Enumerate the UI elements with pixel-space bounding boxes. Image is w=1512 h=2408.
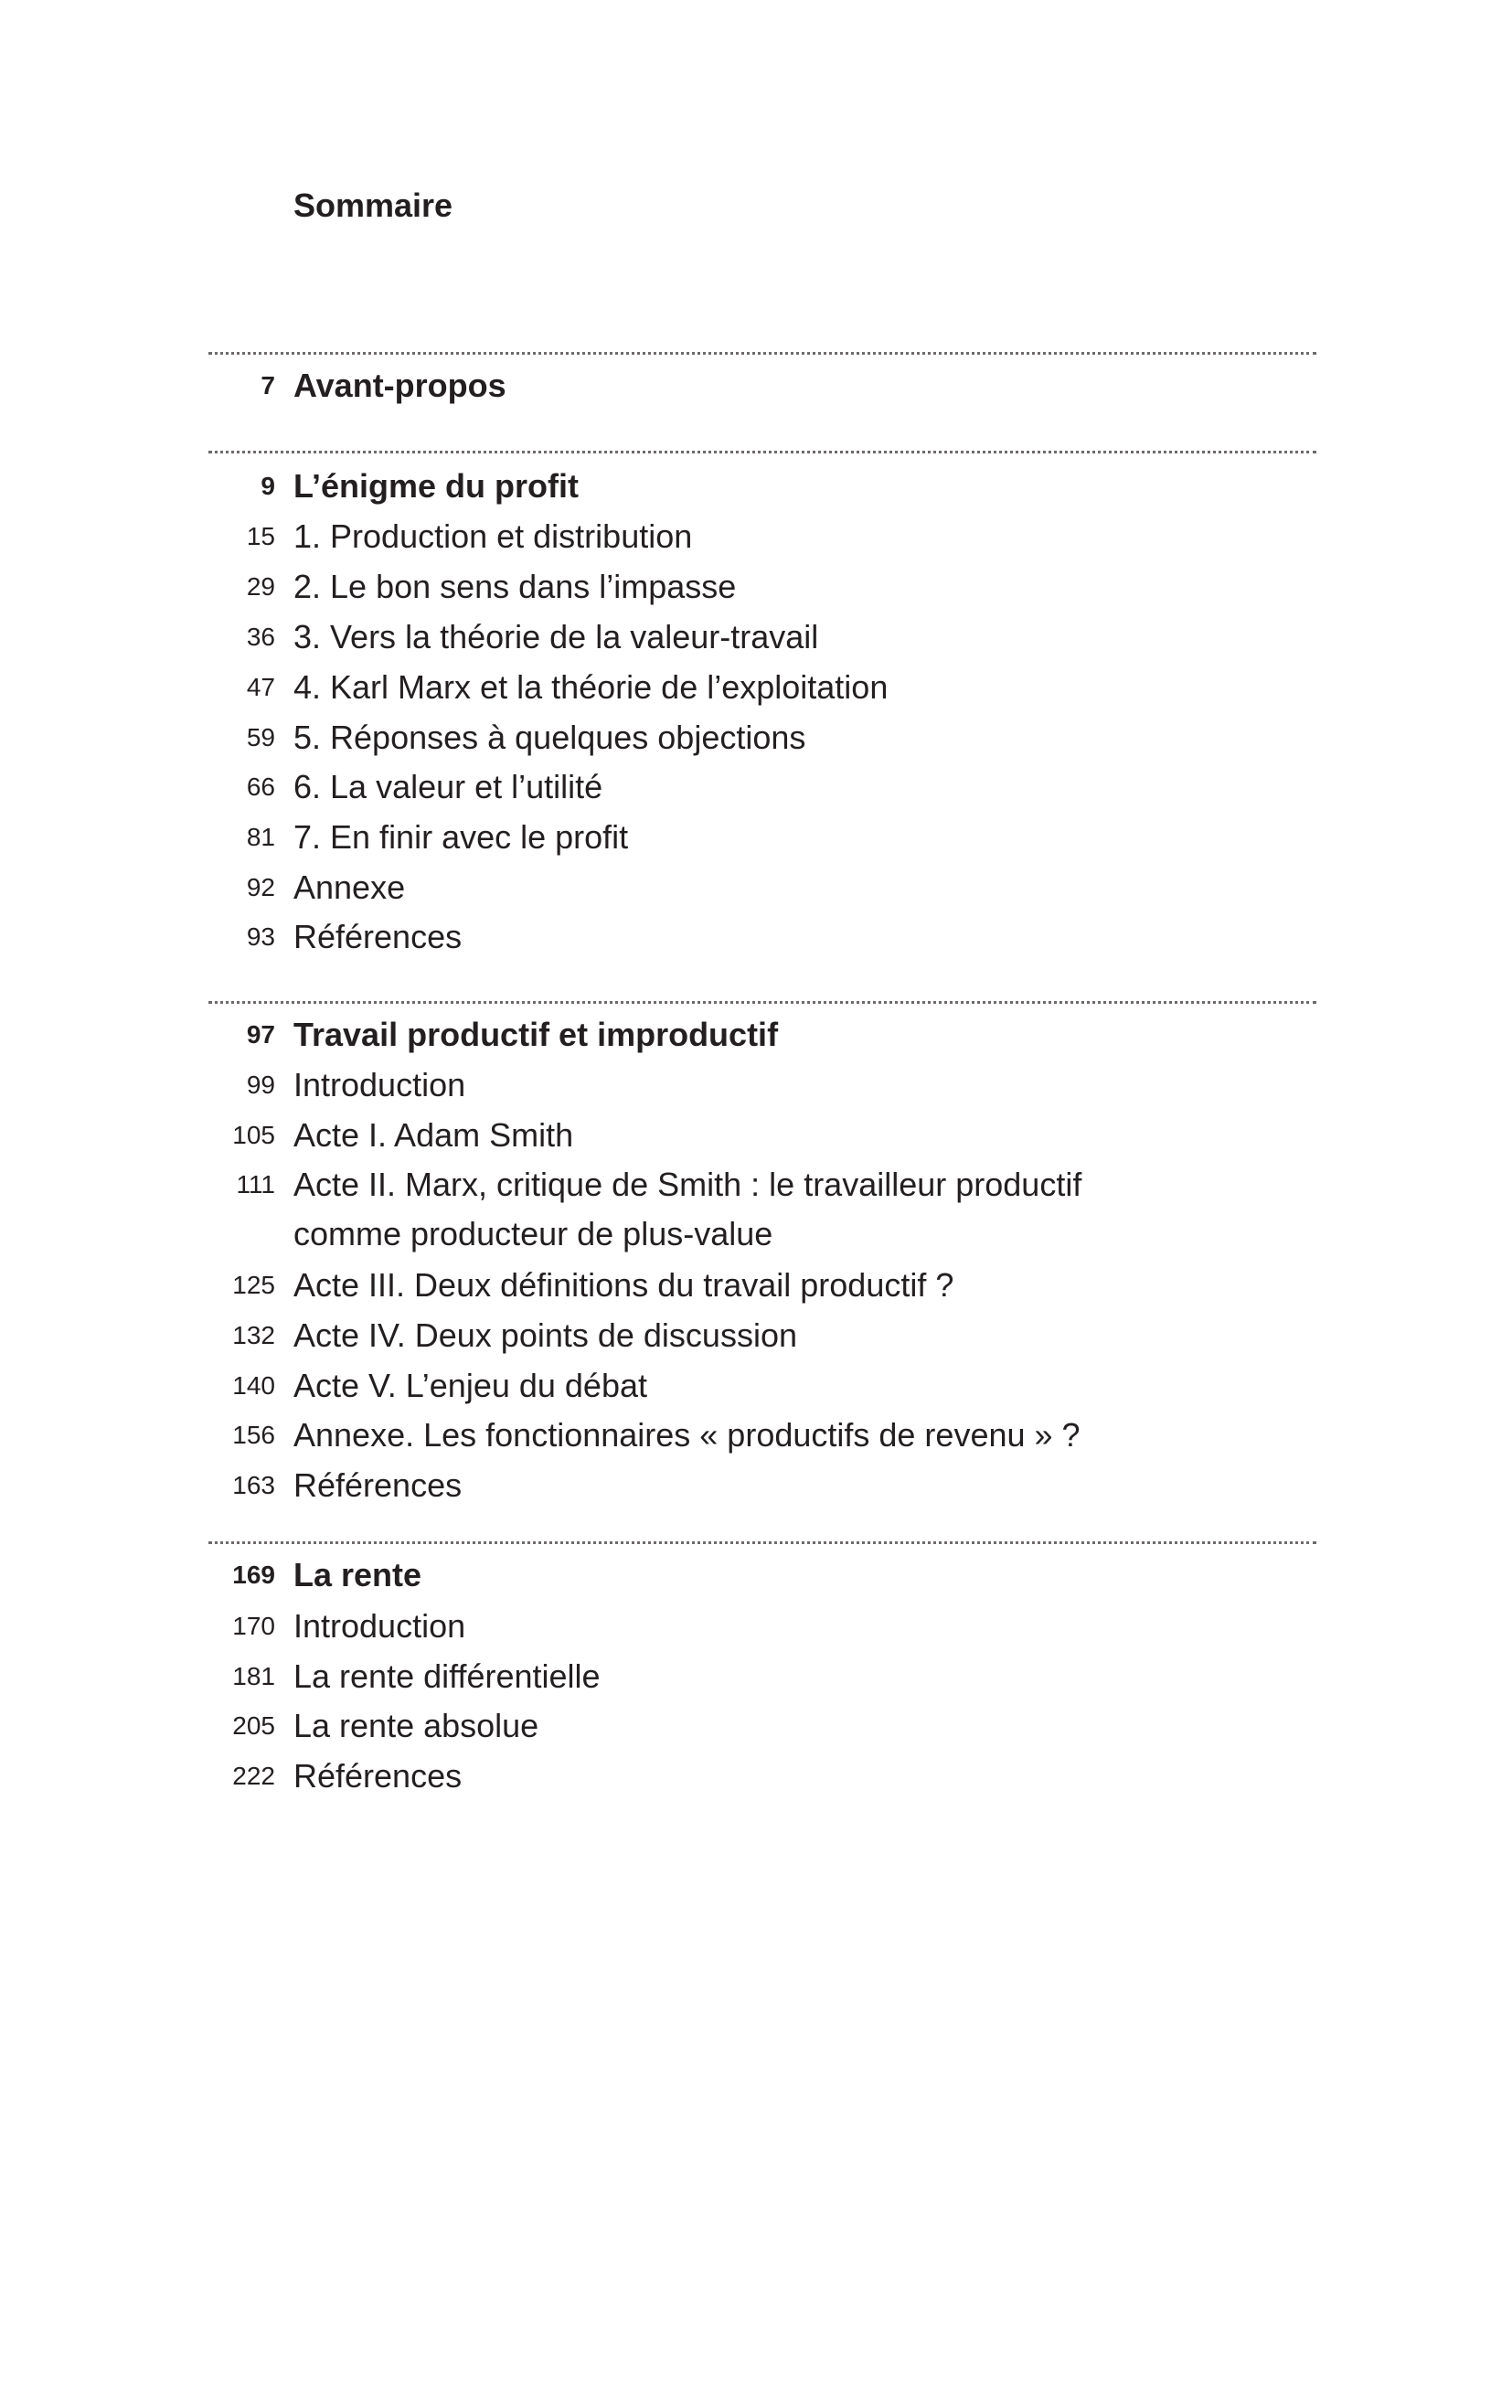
dotted-divider xyxy=(208,451,1316,453)
entry-title: 1. Production et distribution xyxy=(293,517,693,555)
page-number: 47 xyxy=(246,673,275,701)
entry-title: La rente différentielle xyxy=(293,1657,601,1695)
entry-title: Acte V. L’enjeu du débat xyxy=(293,1367,647,1404)
toc-entry[interactable] xyxy=(0,1361,1512,1411)
entry-title: 3. Vers la théorie de la valeur-travail xyxy=(293,618,819,655)
entry-title: 5. Réponses à quelques objections xyxy=(293,719,806,756)
toc-chapter-entry[interactable] xyxy=(0,462,1512,511)
toc-entry[interactable] xyxy=(0,1461,1512,1510)
entry-title: Introduction xyxy=(293,1607,466,1645)
page-number: 66 xyxy=(246,772,275,801)
page-number: 132 xyxy=(232,1321,275,1349)
page-number: 9 xyxy=(261,472,275,500)
toc-entry[interactable] xyxy=(0,1602,1512,1651)
chapter-title: L’énigme du profit xyxy=(293,467,579,505)
dotted-divider xyxy=(208,1001,1316,1004)
chapter-title: Avant-propos xyxy=(293,367,506,404)
entry-title: Acte III. Deux définitions du travail productif ? xyxy=(293,1266,954,1304)
toc-entry[interactable] xyxy=(0,1160,1512,1259)
entry-title: Annexe xyxy=(293,868,406,906)
page-number: 7 xyxy=(261,371,275,400)
page-title: Sommaire xyxy=(293,186,453,224)
page-number: 99 xyxy=(246,1071,275,1099)
entry-title: 6. La valeur et l’utilité xyxy=(293,768,603,805)
page-number: 92 xyxy=(246,873,275,901)
entry-title: 7. En finir avec le profit xyxy=(293,818,629,856)
toc-entry[interactable] xyxy=(0,813,1512,862)
entry-title: La rente absolue xyxy=(293,1707,539,1744)
toc-entry[interactable] xyxy=(0,762,1512,812)
chapter-title: Travail productif et improductif xyxy=(293,1016,779,1053)
page-number: 93 xyxy=(246,922,275,951)
toc-entry[interactable] xyxy=(0,512,1512,561)
page-number: 36 xyxy=(246,623,275,651)
page-number: 97 xyxy=(246,1020,275,1049)
toc-entry[interactable] xyxy=(0,863,1512,912)
toc-entry[interactable] xyxy=(0,1311,1512,1360)
entry-title: 2. Le bon sens dans l’impasse xyxy=(293,568,737,605)
entry-title: Références xyxy=(293,1757,463,1795)
toc-entry[interactable] xyxy=(0,1701,1512,1751)
entry-title: Acte I. Adam Smith xyxy=(293,1116,574,1154)
entry-title-line-1: Acte II. Marx, critique de Smith : le travailleur productif xyxy=(293,1166,1082,1203)
toc-entry[interactable] xyxy=(0,1752,1512,1801)
toc-entry[interactable] xyxy=(0,1652,1512,1701)
entry-title: Acte IV. Deux points de discussion xyxy=(293,1316,797,1354)
page-number: 15 xyxy=(246,522,275,550)
entry-title-line-2: comme producteur de plus-value xyxy=(293,1215,773,1252)
page-number: 59 xyxy=(246,723,275,751)
toc-chapter-entry[interactable] xyxy=(0,1010,1512,1060)
page-number: 29 xyxy=(246,572,275,601)
toc-entry[interactable] xyxy=(0,562,1512,612)
page-number: 170 xyxy=(232,1612,275,1640)
page-number: 140 xyxy=(232,1371,275,1400)
page-number: 222 xyxy=(232,1762,275,1790)
page-number: 125 xyxy=(232,1271,275,1299)
dotted-divider xyxy=(208,1541,1316,1544)
chapter-title: La rente xyxy=(293,1556,422,1593)
entry-title xyxy=(293,1160,1081,1259)
page-number: 169 xyxy=(232,1561,275,1589)
toc-entry[interactable] xyxy=(0,613,1512,662)
dotted-divider xyxy=(208,352,1316,355)
toc-entry[interactable] xyxy=(0,1060,1512,1110)
page-number: 156 xyxy=(232,1421,275,1449)
entry-title: 4. Karl Marx et la théorie de l’exploitation xyxy=(293,668,889,706)
toc-chapter-entry[interactable] xyxy=(0,361,1512,410)
entry-title: Introduction xyxy=(293,1066,466,1103)
page-number: 205 xyxy=(232,1711,275,1740)
toc-entry[interactable] xyxy=(0,912,1512,962)
page-number: 105 xyxy=(232,1121,275,1149)
toc-entry[interactable] xyxy=(0,663,1512,712)
toc-chapter-entry[interactable] xyxy=(0,1550,1512,1600)
entry-title: Annexe. Les fonctionnaires « productifs de revenu » ? xyxy=(293,1416,1081,1454)
toc-entry[interactable] xyxy=(0,713,1512,762)
entry-title: Références xyxy=(293,918,463,955)
page-number: 111 xyxy=(236,1170,275,1199)
page-number: 181 xyxy=(232,1662,275,1690)
toc-entry[interactable] xyxy=(0,1261,1512,1310)
toc-entry[interactable] xyxy=(0,1111,1512,1160)
page-number: 81 xyxy=(246,823,275,851)
page-number: 163 xyxy=(232,1471,275,1499)
entry-title: Références xyxy=(293,1466,463,1504)
toc-entry[interactable] xyxy=(0,1411,1512,1460)
